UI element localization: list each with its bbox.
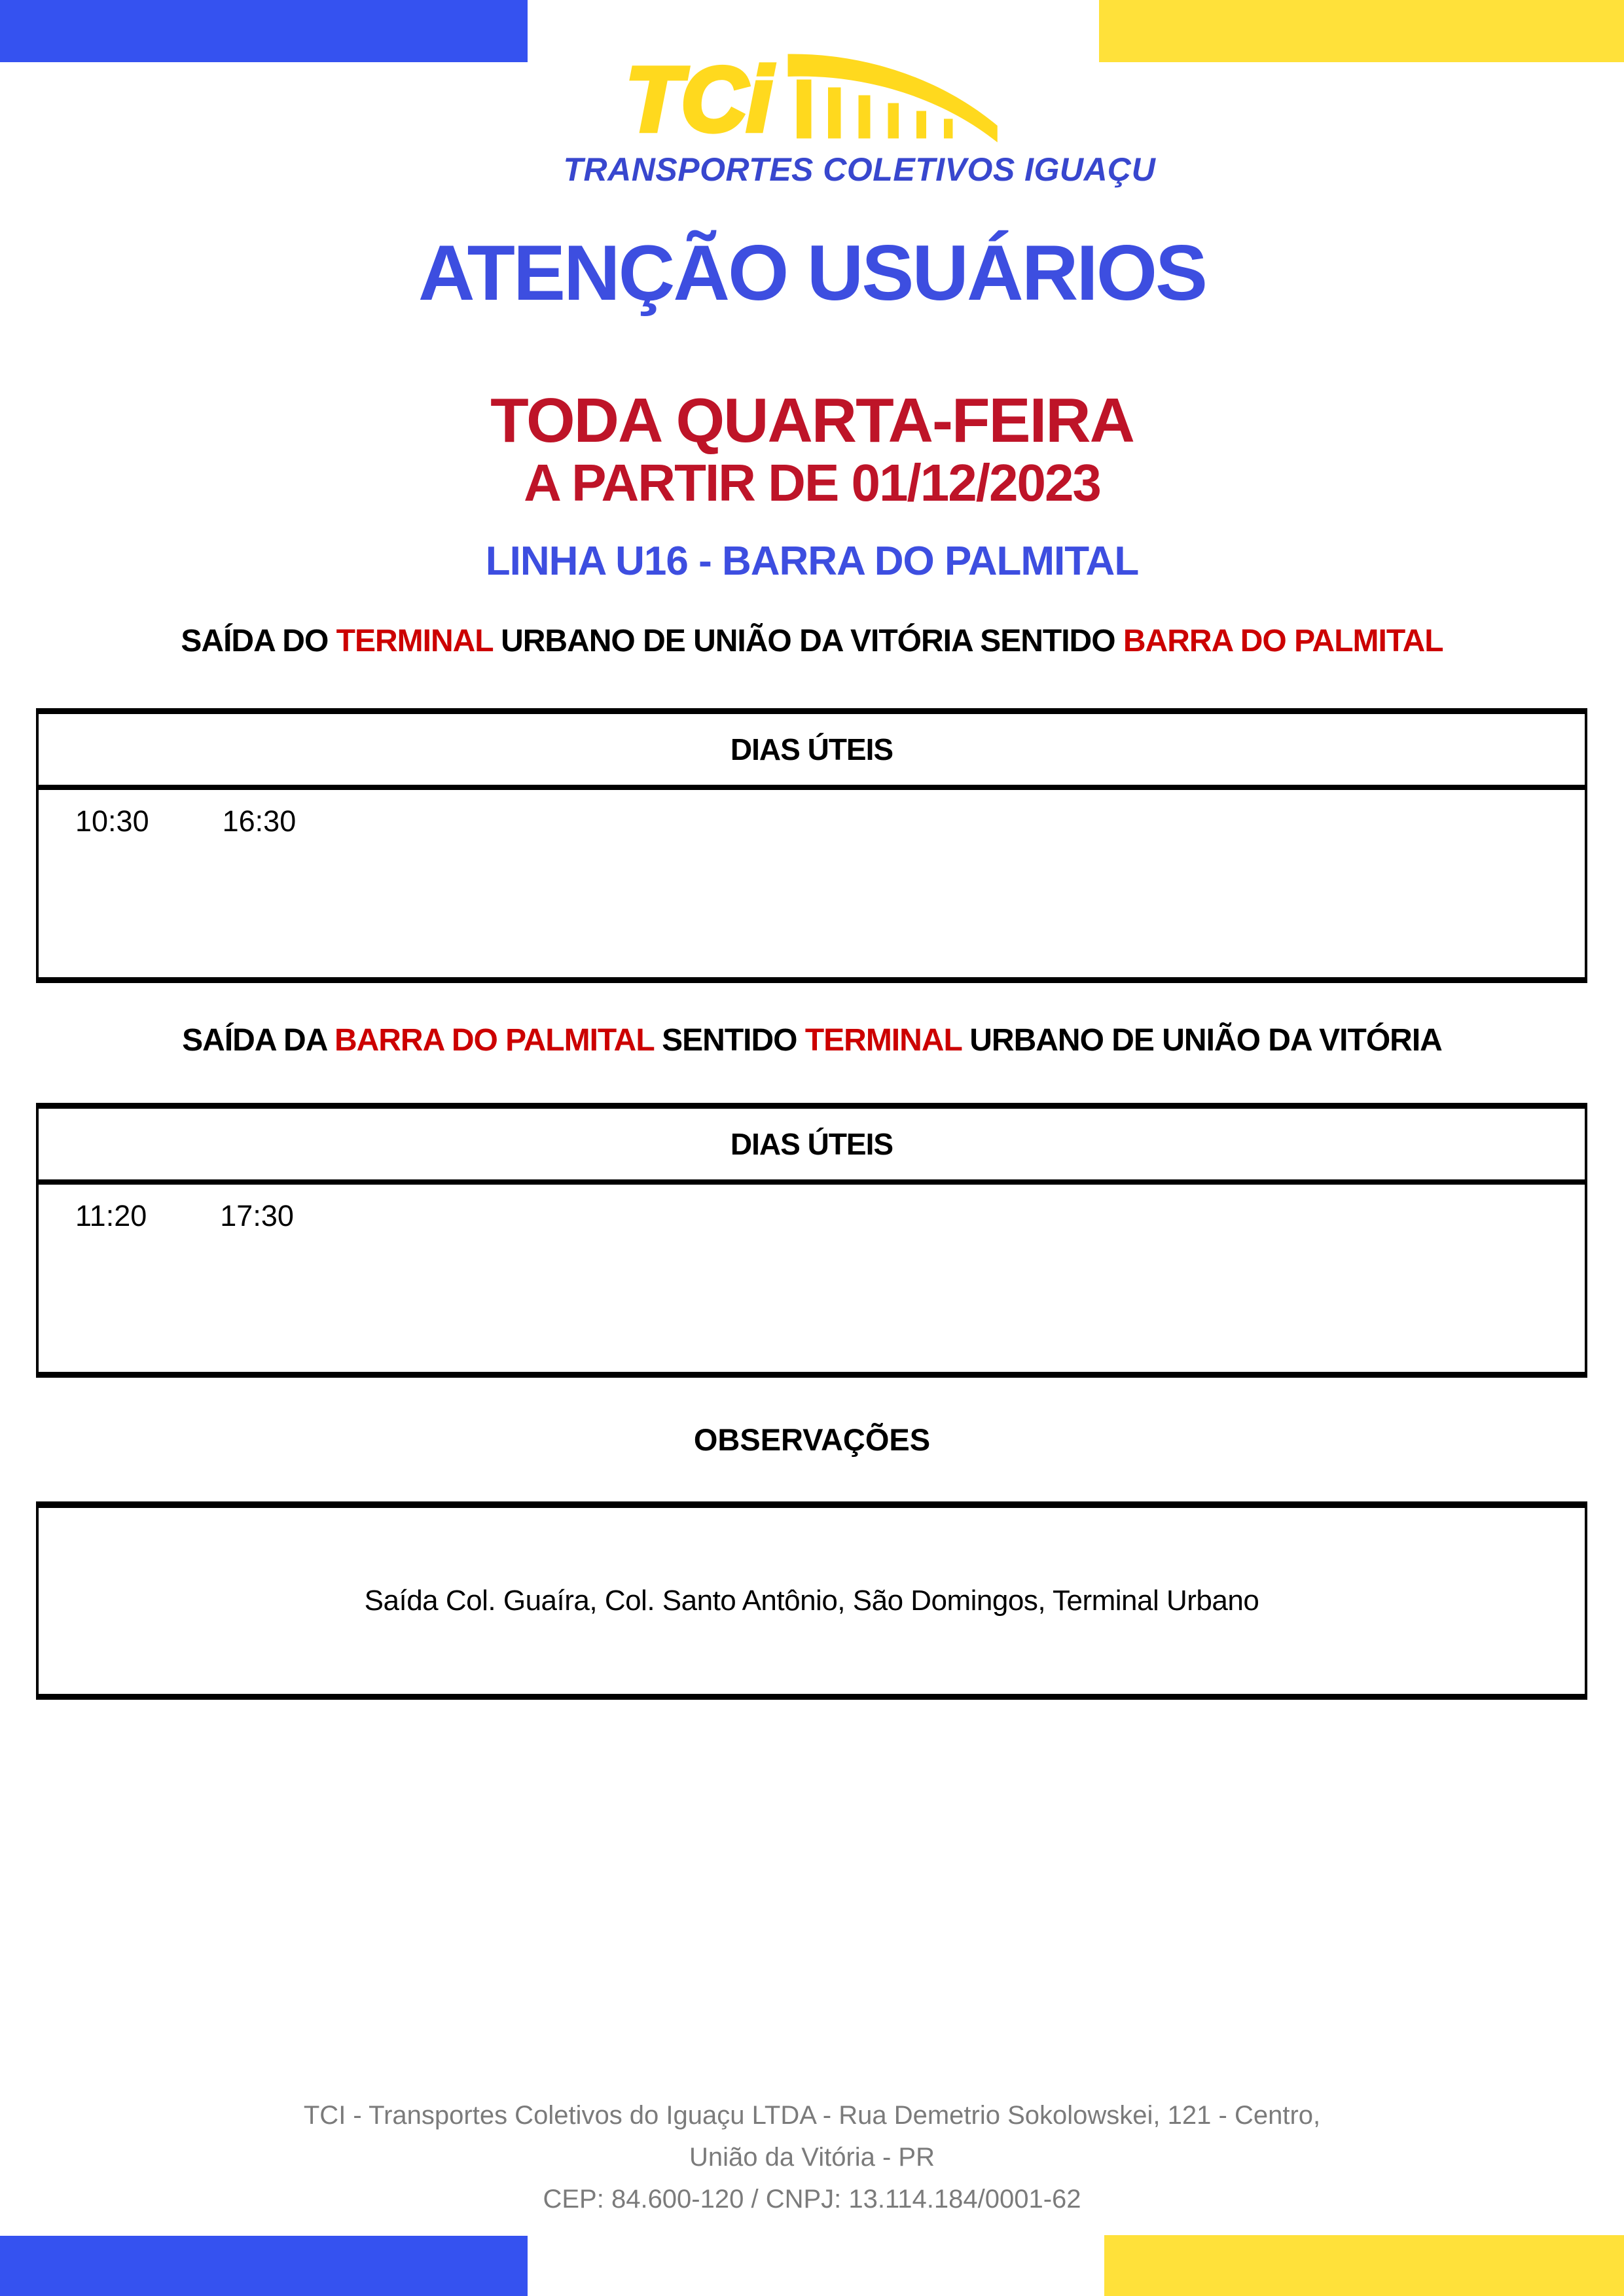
section-2-title-highlight: TERMINAL <box>804 1023 962 1058</box>
observations-text: Saída Col. Guaíra, Col. Santo Antônio, São Domingos, Terminal Urbano <box>364 1585 1259 1617</box>
tci-logo-mark <box>564 51 1061 149</box>
page-title: ATENÇÃO USUÁRIOS <box>418 229 1206 317</box>
section-1-title-highlight: TERMINAL <box>336 624 493 658</box>
table-2-header: DIAS ÚTEIS <box>39 1109 1585 1185</box>
table-2-times-row <box>39 1185 1585 1233</box>
tci-logo-subtitle: TRANSPORTES COLETIVOS IGUAÇU <box>563 151 1156 188</box>
section-2-title <box>0 1022 1624 1058</box>
departure-time: 11:20 <box>75 1199 147 1232</box>
section-2-title-highlight: BARRA DO PALMITAL <box>334 1023 654 1058</box>
departure-time: 17:30 <box>220 1199 294 1232</box>
footer-city-line: União da Vitória - PR <box>689 2143 935 2172</box>
section-1-title-part: SAÍDA DO <box>181 624 336 658</box>
schedule-table-barra-to-terminal <box>36 1103 1587 1378</box>
section-1-title-part: URBANO DE UNIÃO DA VITÓRIA SENTIDO <box>492 624 1123 658</box>
effective-date-title: A PARTIR DE 01/12/2023 <box>524 454 1100 512</box>
bottom-left-blue-bar <box>0 2236 528 2296</box>
observations-title: OBSERVAÇÕES <box>693 1422 931 1457</box>
footer-address-line: TCI - Transportes Coletivos do Iguaçu LTDA - Rua Demetrio Sokolowskei, 121 - Centro, <box>303 2101 1321 2130</box>
footer <box>0 2094 1624 2220</box>
section-2-title-part: SENTIDO <box>653 1023 805 1058</box>
schedule-day-title: TODA QUARTA-FEIRA <box>490 386 1134 456</box>
schedule-table-terminal-to-barra <box>36 708 1587 983</box>
bottom-right-yellow-bar <box>1104 2235 1624 2296</box>
bus-line-title: LINHA U16 - BARRA DO PALMITAL <box>485 539 1139 584</box>
departure-time: 10:30 <box>75 804 149 838</box>
section-2-title-part: SAÍDA DA <box>182 1023 334 1058</box>
table-1-times-row <box>39 790 1585 838</box>
departure-time: 16:30 <box>222 804 297 838</box>
tci-logo <box>0 51 1624 188</box>
tci-logo-acronym: TCi <box>625 51 772 149</box>
section-1-title <box>0 623 1624 659</box>
footer-cep-cnpj-line: CEP: 84.600-120 / CNPJ: 13.114.184/0001-62 <box>543 2185 1081 2214</box>
section-1-title-highlight: BARRA DO PALMITAL <box>1123 624 1443 658</box>
observations-box <box>36 1501 1587 1700</box>
section-2-title-part: URBANO DE UNIÃO DA VITÓRIA <box>961 1023 1442 1058</box>
table-1-header: DIAS ÚTEIS <box>39 714 1585 790</box>
